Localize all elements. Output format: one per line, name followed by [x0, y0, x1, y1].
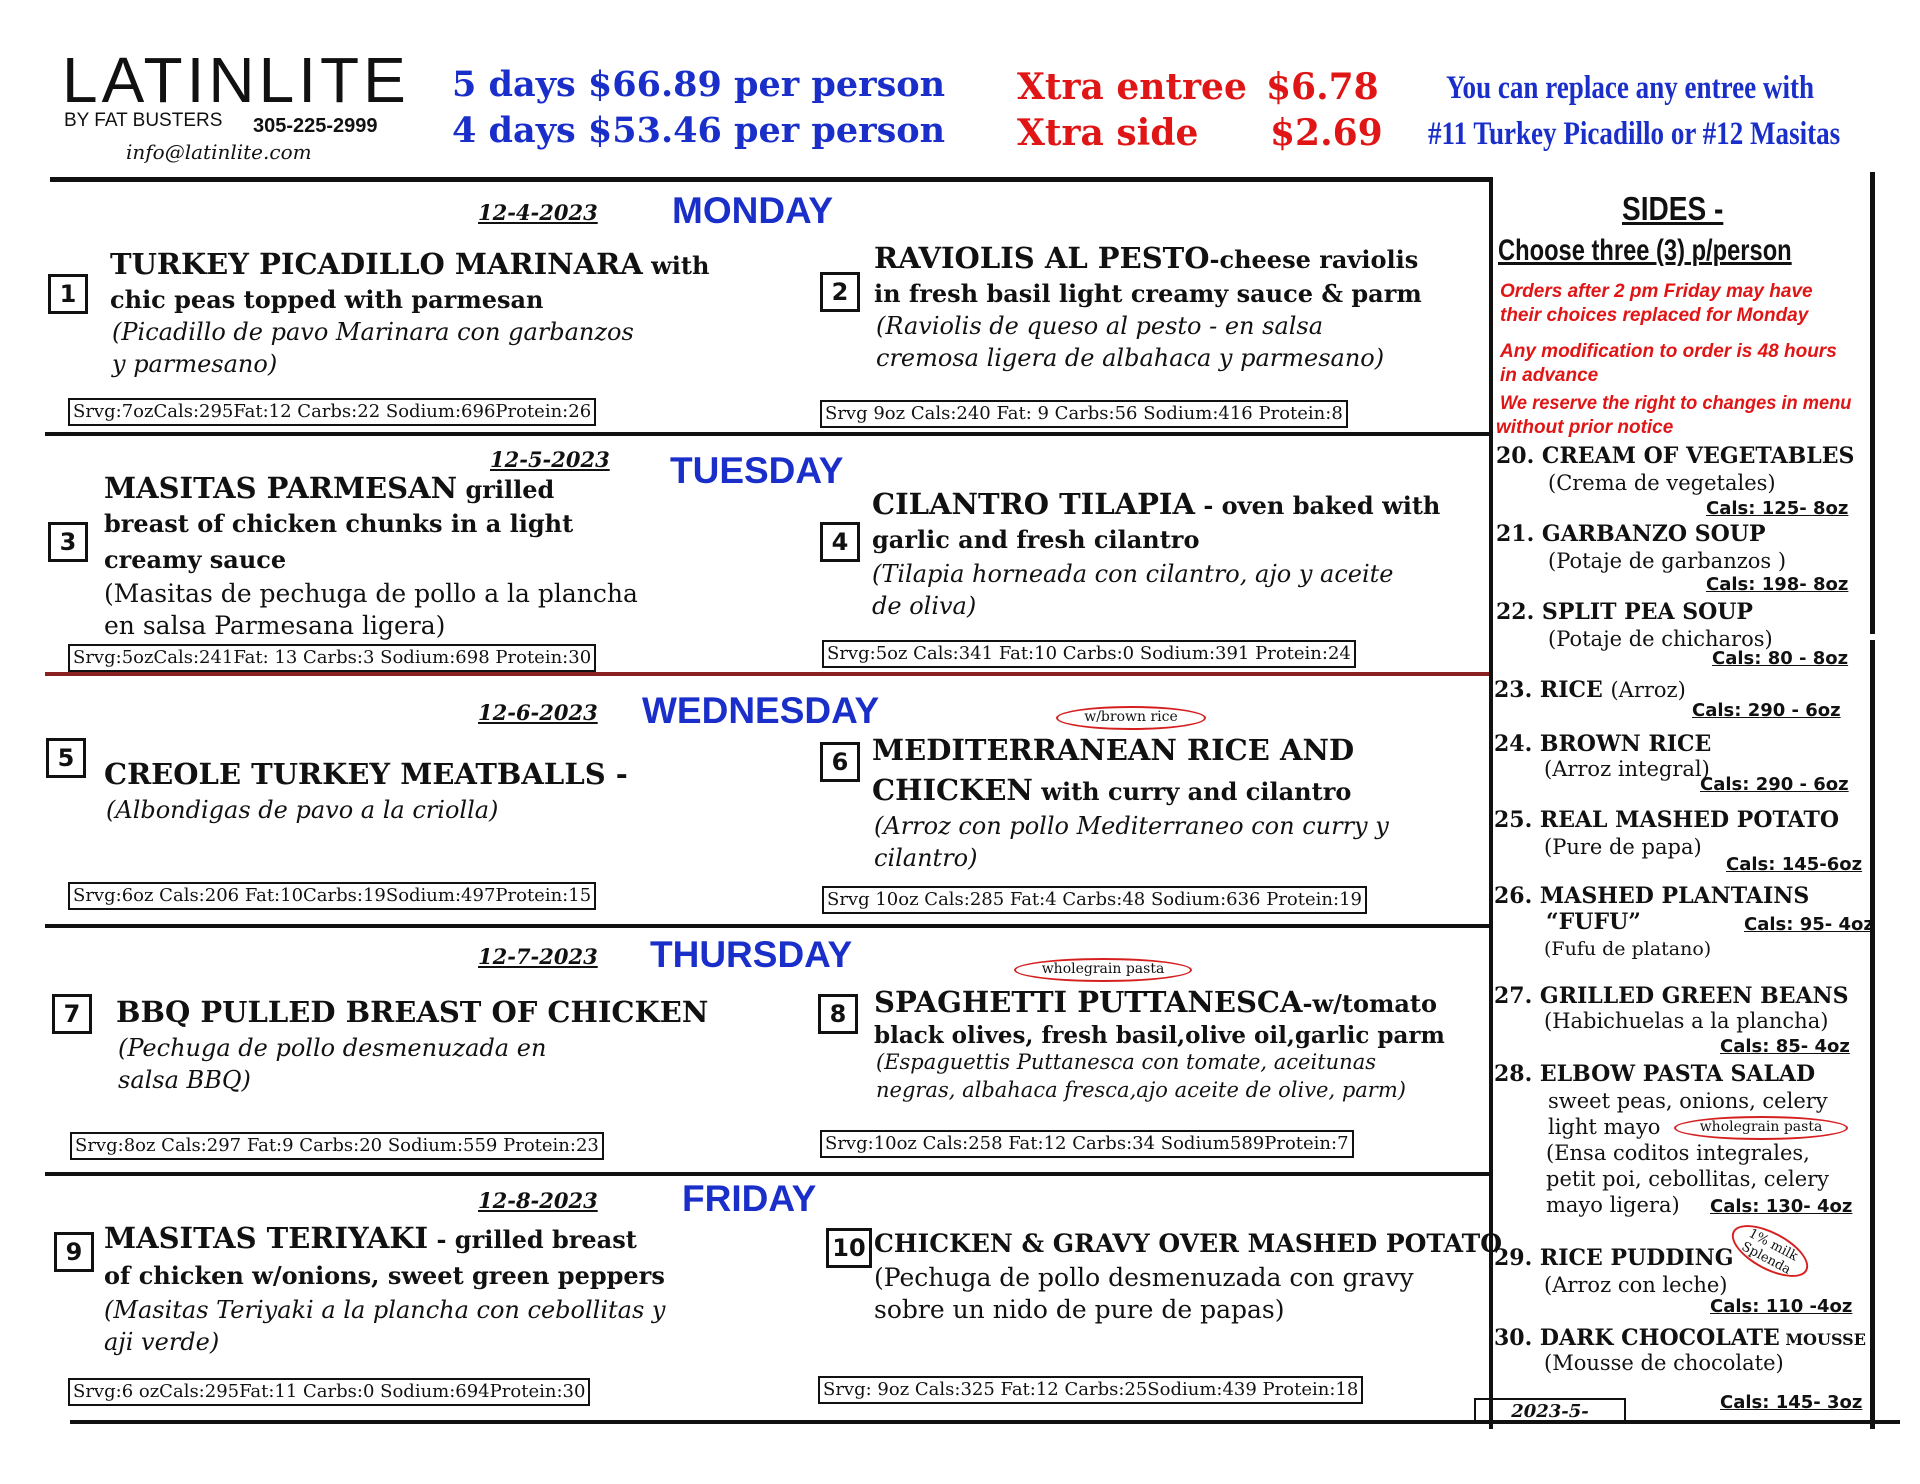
side-item-26-alias: “FUFU” — [1546, 909, 1641, 935]
form-code: 2023-5- — [1474, 1398, 1626, 1422]
entree-spanish-10b: sobre un nido de pure de papas) — [874, 1295, 1285, 1324]
entree-spanish-9b: aji verde) — [104, 1328, 220, 1356]
side-cals-23: Cals: 290 - 6oz — [1692, 700, 1841, 721]
logo: LATINLITE — [62, 44, 410, 116]
logo-byline: BY FAT BUSTERS — [64, 110, 223, 131]
entree-spanish-4b: de oliva) — [872, 592, 977, 620]
entree-spanish-8a: (Espaguettis Puttanesca con tomate, aceitunas — [876, 1050, 1376, 1074]
entree-spanish-2b: cremosa ligera de albahaca y parmesano) — [876, 344, 1385, 372]
entree-spanish-7a: (Pechuga de pollo desmenuzada en — [118, 1034, 547, 1062]
note-brown-rice: w/brown rice — [1056, 706, 1206, 730]
sides-right-rule-upper — [1870, 172, 1875, 634]
sides-right-rule-lower — [1870, 640, 1875, 1429]
entree-spanish-4a: (Tilapia horneada con cilantro, ajo y aceite — [872, 560, 1394, 588]
side-spanish-26: (Fufu de platano) — [1544, 938, 1712, 960]
nutrition-8: Srvg:10oz Cals:258 Fat:12 Carbs:34 Sodium589Protein:7 — [820, 1130, 1354, 1158]
xtra-side-price: $2.69 — [1270, 112, 1383, 154]
entree-spanish-6b: cilantro) — [874, 844, 978, 872]
row-rule-3 — [45, 924, 1489, 928]
side-cals-22: Cals: 80 - 8oz — [1712, 648, 1849, 669]
side-cals-25: Cals: 145-6oz — [1726, 854, 1863, 875]
item-number-8: 8 — [818, 994, 858, 1034]
note-wholegrain-pasta-8: wholegrain pasta — [1014, 958, 1192, 982]
sides-subheading: Choose three (3) p/person — [1498, 234, 1792, 267]
entree-spanish-3a: (Masitas de pechuga de pollo a la plancha — [104, 579, 638, 608]
date-thursday: 12-7-2023 — [478, 944, 598, 969]
email: info@latinlite.com — [126, 140, 312, 164]
day-wednesday: WEDNESDAY — [642, 690, 880, 731]
side-cals-30: Cals: 145- 3oz — [1720, 1392, 1863, 1413]
entree-spanish-2a: (Raviolis de queso al pesto - en salsa — [876, 312, 1324, 340]
entree-spanish-9a: (Masitas Teriyaki a la plancha con cebollitas y — [104, 1296, 666, 1324]
side-cals-29: Cals: 110 -4oz — [1710, 1296, 1853, 1317]
notice-modification-line1: Any modification to order is 48 hours — [1500, 341, 1837, 362]
entree-desc-9: of chicken w/onions, sweet green peppers — [104, 1261, 665, 1290]
entree-title-9: MASITAS TERIYAKI - grilled breast — [104, 1221, 637, 1255]
nutrition-9: Srvg:6 ozCals:295Fat:11 Carbs:0 Sodium:694Protein:30 — [68, 1378, 590, 1406]
entree-title-6b: CHICKEN with curry and cilantro — [872, 773, 1352, 807]
entree-title-8: SPAGHETTI PUTTANESCA-w/tomato — [874, 985, 1438, 1019]
side-cals-26: Cals: 95- 4oz — [1744, 914, 1874, 935]
item-number-3: 3 — [48, 522, 88, 562]
row-rule-4 — [45, 1172, 1489, 1176]
xtra-entree-label: Xtra entree — [1017, 66, 1247, 108]
xtra-side-label: Xtra side — [1017, 112, 1199, 154]
notice-orders-line2: their choices replaced for Monday — [1500, 305, 1809, 326]
item-number-6: 6 — [820, 742, 860, 782]
entree-desc-1: chic peas topped with parmesan — [110, 285, 544, 314]
item-number-7: 7 — [52, 994, 92, 1034]
item-number-4: 4 — [820, 522, 860, 562]
top-rule — [50, 177, 1490, 182]
side-spanish-28b: petit poi, cebollitas, celery — [1546, 1167, 1830, 1191]
replace-note-line1: You can replace any entree with — [1446, 70, 1815, 106]
notice-orders-line1: Orders after 2 pm Friday may have — [1500, 281, 1813, 302]
side-cals-28: Cals: 130- 4oz — [1710, 1196, 1853, 1217]
note-wholegrain-pasta-28: wholegrain pasta — [1674, 1116, 1848, 1140]
nutrition-3: Srvg:5ozCals:241Fat: 13 Carbs:3 Sodium:698 Protein:30 — [68, 644, 596, 672]
side-item-28: 28. ELBOW PASTA SALAD — [1494, 1061, 1816, 1087]
entree-spanish-3b: en salsa Parmesana ligera) — [104, 611, 446, 640]
side-cals-21: Cals: 198- 8oz — [1706, 574, 1849, 595]
side-desc-28b: light mayo — [1548, 1115, 1661, 1139]
side-item-27: 27. GRILLED GREEN BEANS — [1494, 983, 1849, 1009]
entree-title-3: MASITAS PARMESAN grilled — [104, 471, 555, 505]
price-4-days: 4 days $53.46 per person — [452, 110, 946, 151]
notice-reserve-line2: without prior notice — [1496, 417, 1674, 438]
nutrition-7: Srvg:8oz Cals:297 Fat:9 Carbs:20 Sodium:559 Protein:23 — [70, 1132, 604, 1160]
entree-spanish-6a: (Arroz con pollo Mediterraneo con curry y — [874, 812, 1389, 840]
side-item-24: 24. BROWN RICE — [1494, 731, 1712, 757]
sides-heading: SIDES - — [1622, 190, 1724, 227]
side-spanish-27: (Habichuelas a la plancha) — [1544, 1009, 1829, 1033]
date-wednesday: 12-6-2023 — [478, 700, 598, 725]
side-spanish-25: (Pure de papa) — [1544, 835, 1702, 859]
entree-desc-3a: breast of chicken chunks in a light — [104, 509, 574, 538]
phone-number: 305-225-2999 — [253, 115, 378, 137]
entree-title-7: BBQ PULLED BREAST OF CHICKEN — [116, 995, 709, 1029]
entree-desc-2: in fresh basil light creamy sauce & parm — [874, 279, 1422, 308]
row-rule-2 — [45, 672, 1489, 676]
day-thursday: THURSDAY — [650, 934, 853, 975]
replace-note-line2: #11 Turkey Picadillo or #12 Masitas — [1428, 116, 1841, 152]
note-milk-splenda: 1% milk Splenda — [1724, 1215, 1816, 1288]
entree-title-4: CILANTRO TILAPIA - oven baked with — [872, 487, 1441, 521]
side-item-30: 30. DARK CHOCOLATE MOUSSE — [1494, 1325, 1866, 1351]
entree-title-6a: MEDITERRANEAN RICE AND — [872, 733, 1355, 767]
entree-spanish-8b: negras, albahaca fresca,ajo aceite de olive, parm) — [876, 1078, 1406, 1102]
side-cals-24: Cals: 290 - 6oz — [1700, 774, 1849, 795]
side-item-20: 20. CREAM OF VEGETABLES — [1496, 443, 1855, 469]
side-item-26: 26. MASHED PLANTAINS — [1494, 883, 1810, 909]
side-spanish-20: (Crema de vegetales) — [1548, 471, 1776, 495]
notice-modification-line2: in advance — [1500, 365, 1599, 386]
date-monday: 12-4-2023 — [478, 200, 598, 225]
entree-title-5: CREOLE TURKEY MEATBALLS - — [104, 757, 628, 791]
side-spanish-29: (Arroz con leche) — [1544, 1273, 1728, 1297]
entree-title-10: CHICKEN & GRAVY OVER MASHED POTATO — [874, 1229, 1503, 1258]
nutrition-5: Srvg:6oz Cals:206 Fat:10Carbs:19Sodium:497Protein:15 — [68, 882, 596, 910]
side-item-25: 25. REAL MASHED POTATO — [1494, 807, 1840, 833]
side-cals-20: Cals: 125- 8oz — [1706, 498, 1849, 519]
side-spanish-28c: mayo ligera) — [1546, 1193, 1680, 1217]
entree-spanish-10a: (Pechuga de pollo desmenuzada con gravy — [874, 1263, 1414, 1292]
entree-spanish-5: (Albondigas de pavo a la criolla) — [106, 796, 499, 824]
nutrition-6: Srvg 10oz Cals:285 Fat:4 Carbs:48 Sodium:636 Protein:19 — [822, 886, 1367, 914]
side-desc-28a: sweet peas, onions, celery — [1548, 1089, 1828, 1113]
entree-spanish-1b: y parmesano) — [112, 350, 278, 378]
entree-desc-3b: creamy sauce — [104, 545, 287, 574]
item-number-9: 9 — [54, 1232, 94, 1272]
xtra-entree-price: $6.78 — [1266, 66, 1379, 108]
side-item-23: 23. RICE (Arroz) — [1494, 677, 1686, 703]
day-friday: FRIDAY — [682, 1178, 817, 1219]
side-spanish-24: (Arroz integral) — [1544, 757, 1710, 781]
nutrition-2: Srvg 9oz Cals:240 Fat: 9 Carbs:56 Sodium:416 Protein:8 — [820, 400, 1348, 428]
item-number-10: 10 — [826, 1228, 872, 1268]
side-item-21: 21. GARBANZO SOUP — [1496, 521, 1766, 547]
side-spanish-22: (Potaje de chicharos) — [1548, 627, 1773, 651]
side-spanish-21: (Potaje de garbanzos ) — [1548, 549, 1787, 573]
entree-spanish-7b: salsa BBQ) — [118, 1066, 251, 1094]
entree-spanish-1a: (Picadillo de pavo Marinara con garbanzos — [112, 318, 634, 346]
row-rule-1 — [45, 432, 1489, 436]
entree-desc-8: black olives, fresh basil,olive oil,garlic parm — [874, 1022, 1445, 1049]
side-item-29: 29. RICE PUDDING — [1494, 1245, 1734, 1271]
side-spanish-30: (Mousse de chocolate) — [1544, 1351, 1784, 1375]
item-number-1: 1 — [48, 274, 88, 314]
side-cals-27: Cals: 85- 4oz — [1720, 1036, 1850, 1057]
nutrition-1: Srvg:7ozCals:295Fat:12 Carbs:22 Sodium:696Protein:26 — [68, 398, 596, 426]
day-tuesday: TUESDAY — [670, 450, 844, 491]
entree-title-2: RAVIOLIS AL PESTO-cheese raviolis — [874, 241, 1419, 275]
notice-reserve-line1: We reserve the right to changes in menu — [1500, 393, 1852, 414]
side-spanish-28a: (Ensa coditos integrales, — [1546, 1141, 1810, 1165]
date-friday: 12-8-2023 — [478, 1188, 598, 1213]
nutrition-4: Srvg:5oz Cals:341 Fat:10 Carbs:0 Sodium:391 Protein:24 — [822, 640, 1356, 668]
item-number-5: 5 — [46, 738, 86, 778]
entree-desc-4: garlic and fresh cilantro — [872, 525, 1200, 554]
day-monday: MONDAY — [672, 190, 834, 231]
nutrition-10: Srvg: 9oz Cals:325 Fat:12 Carbs:25Sodium:439 Protein:18 — [818, 1376, 1363, 1404]
price-5-days: 5 days $66.89 per person — [452, 64, 946, 105]
side-item-22: 22. SPLIT PEA SOUP — [1496, 599, 1753, 625]
date-tuesday: 12-5-2023 — [490, 447, 610, 472]
item-number-2: 2 — [820, 272, 860, 312]
entree-title-1: TURKEY PICADILLO MARINARA with — [110, 247, 710, 281]
